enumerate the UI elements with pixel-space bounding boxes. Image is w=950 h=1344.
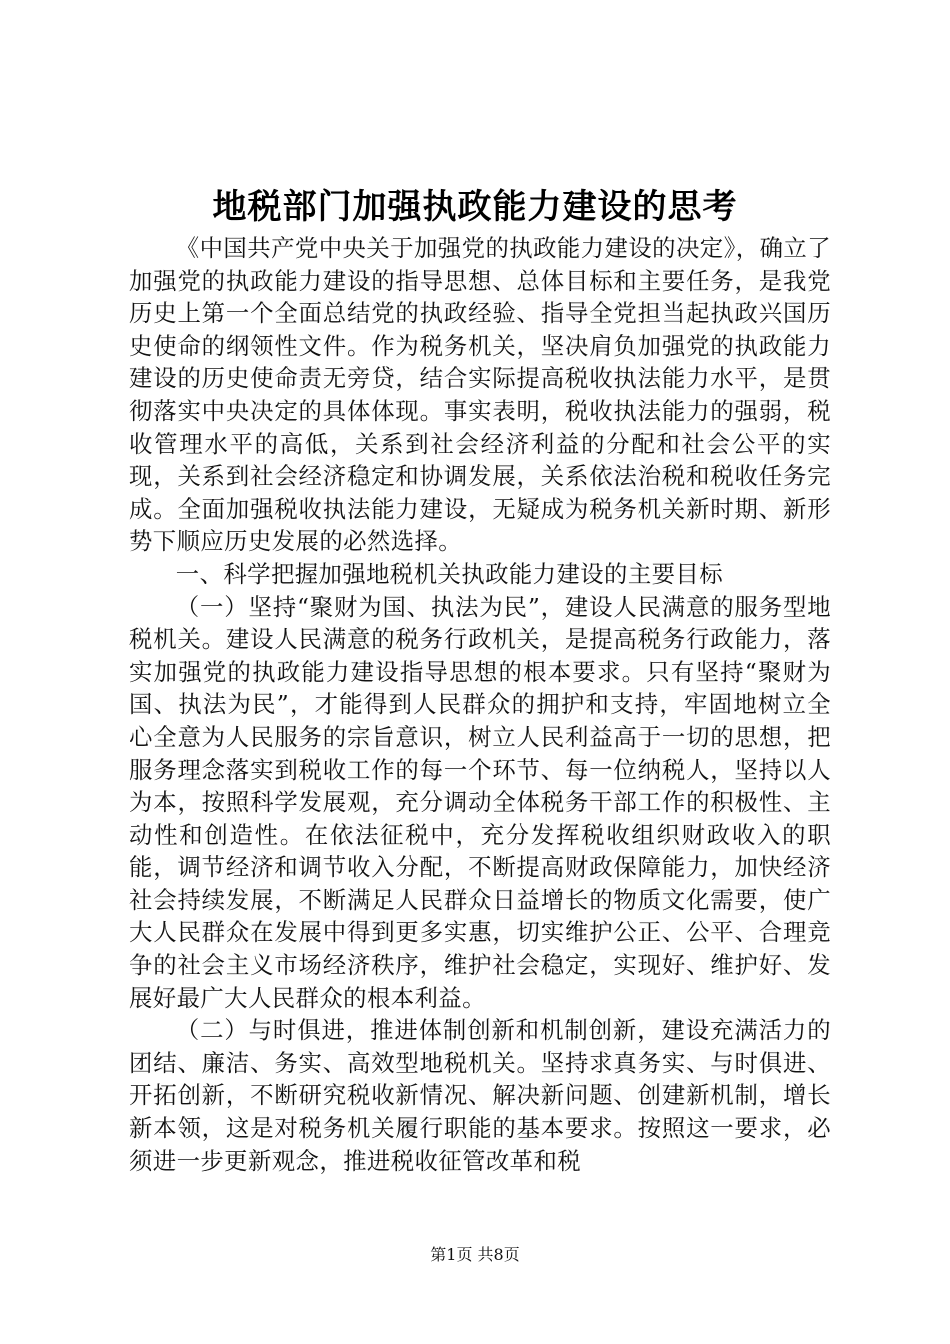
- paragraph-point-2: （二）与时俱进，推进体制创新和机制创新，建设充满活力的团结、廉洁、务实、高效型地税机关。坚持求真务实、与时俱进、开拓创新，不断研究税收新情况、解决新问题、创建新机制，增长新本领，这是对税务机关履行职能的基本要求。按照这一要求，必须进一步更新观念，推进税收征管改革和税: [129, 1016, 831, 1175]
- document-body: [129, 232, 831, 1177]
- paragraph-intro: 《中国共产党中央关于加强党的执政能力建设的决定》，确立了加强党的执政能力建设的指导思想、总体目标和主要任务，是我党历史上第一个全面总结党的执政经验、指导全党担当起执政兴国历史使命的纲领性文件。作为税务机关，坚决肩负加强党的执政能力建设的历史使命责无旁贷，结合实际提高税收执法能力水平，是贯彻落实中央决定的具体体现。事实表明，税收执法能力的强弱，税收管理水平的高低，关系到社会经济利益的分配和社会公平的实现，关系到社会经济稳定和协调发展，关系依法治税和税收任务完成。全面加强税收执法能力建设，无疑成为税务机关新时期、新形势下顺应历史发展的必然选择。: [129, 234, 831, 556]
- section-heading: 一、科学把握加强地税机关执政能力建设的主要目标: [175, 559, 723, 588]
- document-title: 地税部门加强执政能力建设的思考: [212, 187, 738, 227]
- page-number-footer: 第1页 共8页: [430, 1245, 520, 1264]
- paragraph-point-1: （一）坚持“聚财为国、执法为民”，建设人民满意的服务型地税机关。建设人民满意的税务行政机关，是提高税务行政能力，落实加强党的执政能力建设指导思想的根本要求。只有坚持“聚财为国、执法为民”，才能得到人民群众的拥护和支持，牢固地树立全心全意为人民服务的宗旨意识，树立人民利益高于一切的思想，把服务理念落实到税收工作的每一个环节、每一位纳税人，坚持以人为本，按照科学发展观，充分调动全体税务干部工作的积极性、主动性和创造性。在依法征税中，充分发挥税收组织财政收入的职能，调节经济和调节收入分配，不断提高财政保障能力，加快经济社会持续发展，不断满足人民群众日益增长的物质文化需要，使广大人民群众在发展中得到更多实惠，切实维护公正、公平、合理竞争的社会主义市场经济秩序，维护社会稳定，实现好、维护好、发展好最广大人民群众的根本利益。: [129, 592, 831, 1012]
